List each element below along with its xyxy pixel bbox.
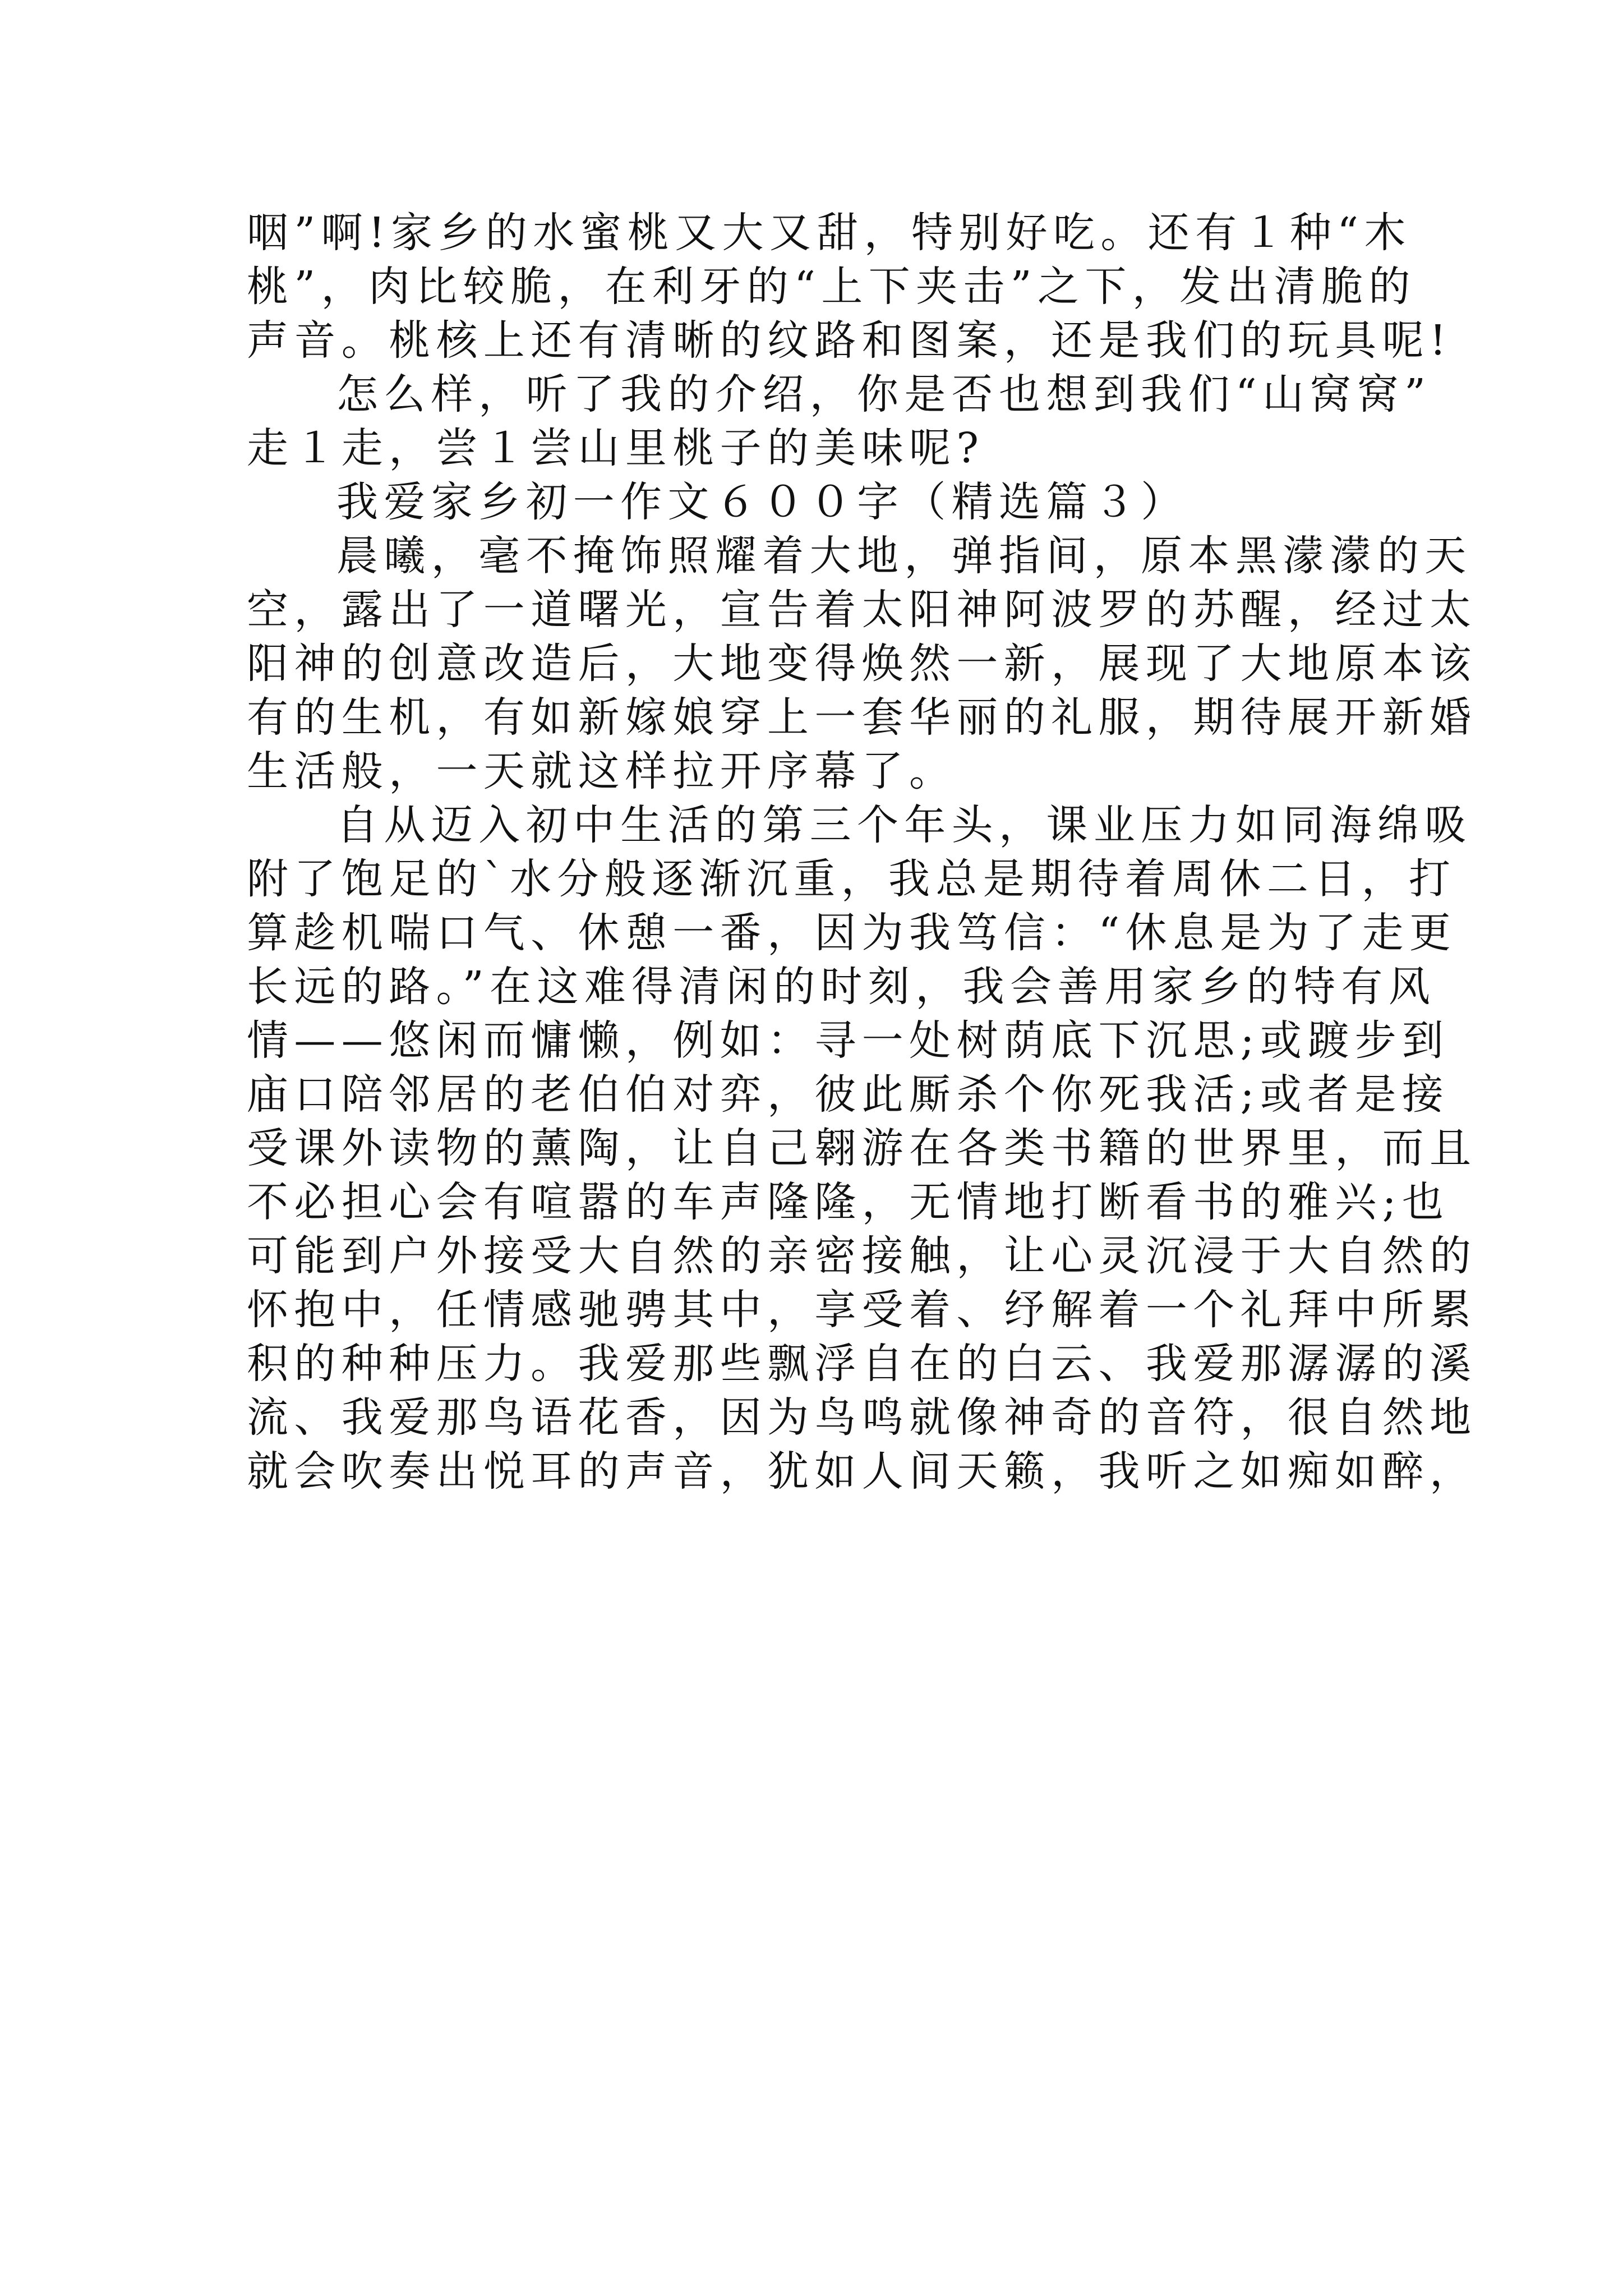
text-line: 就会吹奏出悦耳的声音，犹如人间天籁，我听之如痴如醉， (247, 1447, 1477, 1496)
text-line: 桃”，肉比较脆，在利牙的“上下夹击”之下，发出清脆的 (247, 263, 1416, 311)
text-line: 算趁机喘口气、休憩一番，因为我笃信：“休息是为了走更 (247, 909, 1457, 957)
text-line: 怎么样，听了我的介绍，你是否也想到我们“山窝窝” (336, 370, 1432, 418)
text-line: 走１走，尝１尝山里桃子的美味呢? (247, 424, 985, 472)
text-line: 积的种种压力。我爱那些飘浮自在的白云、我爱那潺潺的溪 (247, 1340, 1477, 1388)
text-line: 阳神的创意改造后，大地变得焕然一新，展现了大地原本该 (247, 639, 1477, 688)
text-line: 情——悠闲而慵懒，例如：寻一处树荫底下沉思;或踱步到 (247, 1016, 1450, 1065)
text-line: 我爱家乡初一作文６００字（精选篇３） (336, 478, 1188, 526)
text-line: 生活般，一天就这样拉开序幕了。 (247, 747, 957, 795)
text-line: 怀抱中，任情感驰骋其中，享受着、纾解着一个礼拜中所累 (247, 1286, 1477, 1334)
text-line: 空，露出了一道曙光，宣告着太阳神阿波罗的苏醒，经过太 (247, 586, 1477, 634)
text-line: 受课外读物的薰陶，让自己翱游在各类书籍的世界里，而且 (247, 1124, 1477, 1172)
text-line: 有的生机，有如新嫁娘穿上一套华丽的礼服，期待展开新婚 (247, 693, 1477, 742)
text-line: 流、我爱那鸟语花香，因为鸟鸣就像神奇的音符，很自然地 (247, 1393, 1477, 1442)
document-body (247, 206, 1477, 1498)
text-line: 晨曦，毫不掩饰照耀着大地，弹指间，原本黑濛濛的天 (336, 532, 1472, 580)
text-line: 不必担心会有喧嚣的车声隆隆，无情地打断看书的雅兴;也 (247, 1178, 1450, 1226)
text-line: 长远的路。”在这难得清闲的时刻，我会善用家乡的特有风 (247, 963, 1436, 1011)
text-line: 庙口陪邻居的老伯伯对弈，彼此厮杀个你死我活;或者是接 (247, 1070, 1450, 1119)
text-line: 咽”啊!家乡的水蜜桃又大又甜，特别好吃。还有１种“木 (247, 209, 1412, 257)
text-line: 声音。桃核上还有清晰的纹路和图案，还是我们的玩具呢! (247, 316, 1453, 365)
text-line: 附了饱足的`水分般逐渐沉重，我总是期待着周休二日，打 (247, 855, 1456, 903)
text-line: 可能到户外接受大自然的亲密接触，让心灵沉浸于大自然的 (247, 1232, 1477, 1280)
text-line: 自从迈入初中生活的第三个年头，课业压力如同海绵吸 (336, 801, 1472, 849)
